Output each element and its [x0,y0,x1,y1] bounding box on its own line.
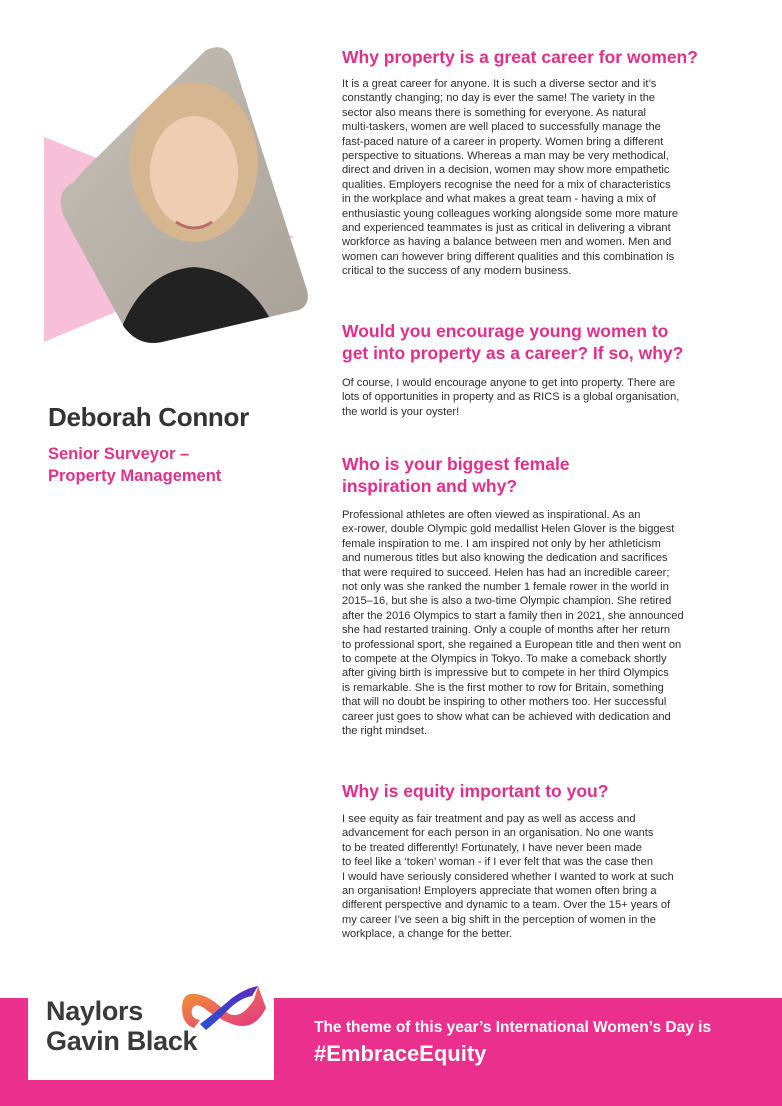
answer-line: my career I’ve seen a big shift in the perception of women in the [342,913,656,926]
answer-line: in the workplace and what makes a great team - having a mix of [342,193,656,206]
answer-line: and experienced teammates is just as critical in delivering a vibrant [342,222,671,235]
answer-line: constantly changing; no day is ever the same! The variety in the [342,92,656,105]
answer-line: advancement for each person in an organisation. No one wants [342,827,654,840]
logo-ribbon-icon [174,978,270,1038]
answer-line: after giving birth is impressive but to compete in her third Olympics [342,667,669,680]
answer-line: workforce as having a balance between men and women. Men and [342,236,672,249]
question-line: Why property is a great career for women? [342,47,698,67]
answer-line: qualities. Employers recognise the need for a mix of characteristics [342,178,671,191]
company-logo [28,972,274,1080]
question-heading [342,780,742,802]
question-heading [342,46,742,68]
question-line: Why is equity important to you? [342,781,609,801]
answer-line: Professional athletes are often viewed as inspirational. As an [342,509,641,521]
profile-role-line: Property Management [48,467,222,485]
answer-line: that were required to succeed. Helen has had an incredible career; [342,566,670,579]
question-heading [342,320,742,364]
question-line: Who is your biggest female [342,454,570,474]
portrait-graphic [44,42,312,352]
answer-line: different perspective and dynamic to a team. Over the 15+ years of [342,899,671,912]
answer-line: workplace, a change for the better. [342,928,513,941]
answer-line: critical to the success of any modern business. [342,265,572,278]
answer-line: It is a great career for anyone. It is such a diverse sector and it’s [342,78,657,90]
answer-line: direct and driven in a decision, women may show more empathetic [342,164,670,177]
answer-line: lots of opportunities in property and as RICS is a global organisation, [342,391,680,404]
answer-line: multi-taskers, women are well placed to successfully manage the [342,121,661,134]
answer-line: the world is your oyster! [342,405,460,418]
answer-line: perspective to situations. Whereas a man may be very methodical, [342,150,669,163]
answer-line: and numerous titles but also knowing the dedication and sacrifices [342,552,668,565]
question-heading [342,453,742,497]
profile-role-line: Senior Surveyor – [48,445,190,463]
answer-line: is remarkable. She is the first mother to row for Britain, something [342,681,664,694]
answer-line: women can however bring different qualities and this combination is [342,250,675,263]
question-line: inspiration and why? [342,476,518,496]
answer-text [342,77,740,279]
answer-line: Of course, I would encourage anyone to get into property. There are [342,377,676,389]
question-line: Would you encourage young women to [342,321,669,341]
answer-line: she had restarted training. Only a couple of months after her return [342,624,671,637]
answer-line: not only was she ranked the number 1 female rower in the world in [342,581,669,594]
logo-line: Gavin Black [46,1026,198,1056]
answer-text [342,812,740,942]
answer-line: enthusiastic young colleagues working alongside some more mature [342,207,679,220]
answer-line: I would have seriously considered whether I wanted to work at such [342,870,674,883]
answer-line: career just goes to show what can be achieved with dedication and [342,710,671,723]
answer-line: to be treated differently! Fortunately, I have never been made [342,841,642,854]
answer-line: ex-rower, double Olympic gold medallist Helen Glover is the biggest [342,523,675,536]
answer-line: after the 2016 Olympics to start a family then in 2021, she announced [342,609,684,622]
logo-line: Naylors [46,996,143,1026]
answer-line: an organisation! Employers appreciate that women often bring a [342,885,657,898]
answer-line: to compete at the Olympics in Tokyo. To make a comeback shortly [342,653,667,666]
answer-line: fast-paced nature of a career in property. Women bring a different [342,135,664,148]
profile-role [48,443,288,487]
answer-line: to professional sport, she regained a European title and then went on [342,638,682,651]
question-line: get into property as a career? If so, why? [342,343,684,363]
answer-line: to feel like a ‘token’ woman - if I ever felt that was the case then [342,856,653,869]
theme-message [314,1018,711,1070]
answer-line: female inspiration to me. I am inspired not only by her athleticism [342,537,661,550]
hashtag: #EmbraceEquity [314,1041,487,1066]
profile-name: Deborah Connor [48,402,249,432]
answer-line: sector also means there is something for everyone. As natural [342,106,646,119]
answer-line: the right mindset. [342,725,428,738]
answer-line: I see equity as fair treatment and pay as well as access and [342,813,636,825]
answer-line: 2015–16, but she is also a two-time Olympic champion. She retired [342,595,672,608]
theme-line: The theme of this year’s International Women’s Day is [314,1019,712,1036]
answer-text [342,508,740,739]
answer-line: that will no doubt be inspiring to other mothers too. Her successful [342,696,667,709]
answer-text [342,376,740,419]
